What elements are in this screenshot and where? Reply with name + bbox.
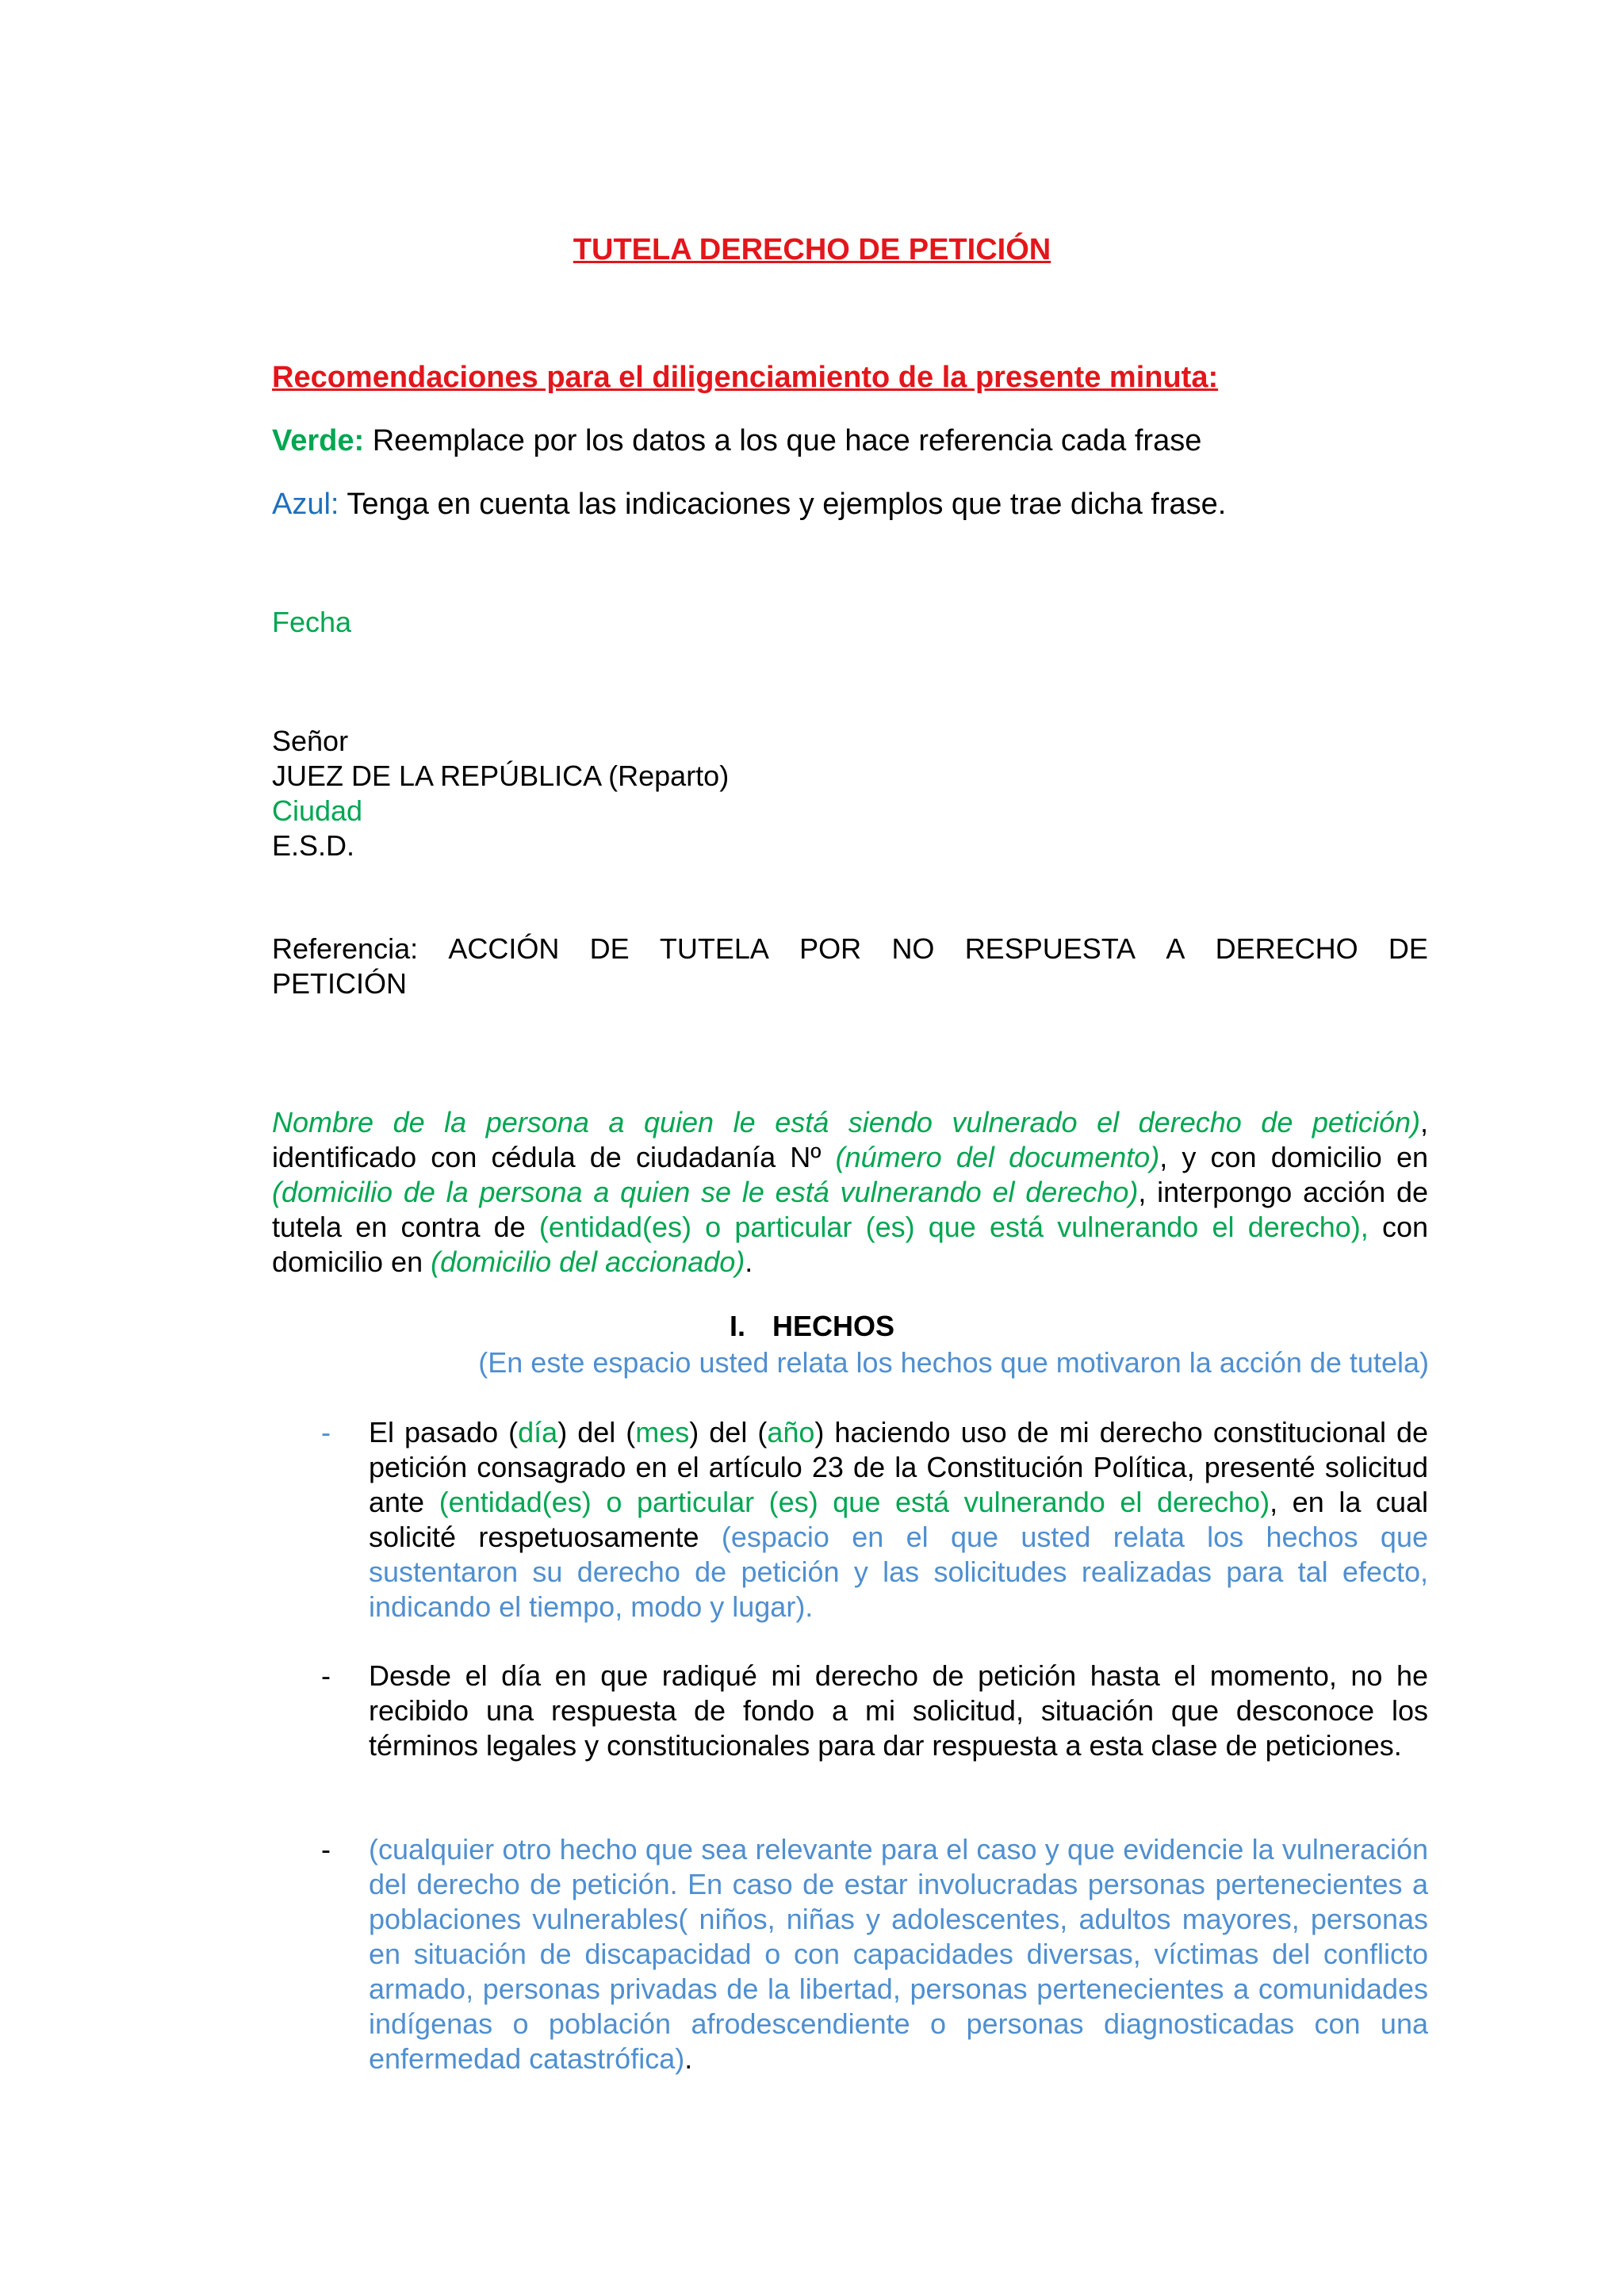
year-placeholder: año bbox=[767, 1416, 815, 1448]
blue-instruction bbox=[272, 484, 1422, 525]
day-placeholder: día bbox=[518, 1416, 558, 1448]
reference-word: A bbox=[1166, 932, 1185, 965]
reference-word: DE bbox=[1388, 932, 1428, 965]
fact-text: . bbox=[684, 2042, 693, 2075]
reference-word: DE bbox=[589, 932, 630, 965]
reference-block bbox=[272, 932, 1430, 1001]
fact-3 bbox=[369, 1832, 1428, 2076]
intro-paragraph bbox=[272, 1105, 1428, 1280]
other-facts-instruction: (cualquier otro hecho que sea relevante para el caso y que evidencie la vulneración del derecho de petición. En caso de estar involucradas personas pertenecientes a poblaciones vulnerables( niños, niñas y adolescentes, adultos mayores, personas en situación de discapacidad o con capacidades diversas, víctimas del conflicto armado, personas privadas de la libertad, personas pertenecientes a comunidades indígenas o población afrodescendiente o personas diagnosticadas con una enfermedad catastrófica) bbox=[369, 1833, 1428, 2075]
intro-text: con domicilio en bbox=[272, 1211, 1428, 1278]
green-label: Verde: bbox=[272, 424, 365, 457]
date-placeholder: Fecha bbox=[272, 606, 352, 638]
fact-text: El pasado ( bbox=[369, 1416, 519, 1448]
entity-placeholder: (entidad(es) o particular (es) que está vulnerando el derecho) bbox=[439, 1486, 1270, 1518]
section-number: I. bbox=[729, 1310, 745, 1342]
fact-text: ) del ( bbox=[689, 1416, 768, 1448]
reference-word: DERECHO bbox=[1215, 932, 1358, 965]
reference-word: RESPUESTA bbox=[964, 932, 1136, 965]
section-heading bbox=[0, 1308, 1624, 1345]
month-placeholder: mes bbox=[635, 1416, 690, 1448]
addressee-block bbox=[272, 724, 1430, 863]
intro-text: , interpongo acción de tutela en contra de bbox=[272, 1176, 1428, 1243]
document-number-placeholder: (número del documento) bbox=[835, 1141, 1160, 1173]
fact-1 bbox=[369, 1415, 1428, 1624]
domicile-placeholder: (domicilio de la persona a quien se le está vulnerando el derecho) bbox=[272, 1176, 1139, 1208]
green-instruction bbox=[272, 420, 1422, 461]
addressee-judge: JUEZ DE LA REPÚBLICA (Reparto) bbox=[272, 760, 730, 792]
reference-line-2: PETICIÓN bbox=[272, 967, 408, 1000]
fact-text: ) haciendo uso de mi derecho constitucional de petición consagrado en el artículo 23 de la Constitución Política, presenté solicitud ante bbox=[369, 1416, 1429, 1518]
bullet-marker: - bbox=[321, 1416, 331, 1448]
entity-placeholder: (entidad(es) o particular (es) que está vulnerando el derecho), bbox=[538, 1211, 1369, 1243]
facts-instruction: (espacio en el que usted relata los hechos que sustentaron su derecho de petición y las solicitudes realizadas para tal efecto, indicando el tiempo, modo y lugar). bbox=[369, 1521, 1428, 1623]
person-name-placeholder: Nombre de la persona a quien le está siendo vulnerado el derecho de petición) bbox=[272, 1106, 1420, 1138]
reference-word: Referencia: bbox=[272, 932, 419, 965]
bullet-marker: - bbox=[321, 1659, 331, 1692]
reference-word: NO bbox=[891, 932, 935, 965]
blue-label: Azul: bbox=[272, 488, 339, 521]
bullet-marker: - bbox=[321, 1833, 331, 1866]
intro-text: . bbox=[745, 1246, 753, 1278]
blue-text: Tenga en cuenta las indicaciones y ejemplos que trae dicha frase. bbox=[339, 488, 1227, 521]
reference-word: ACCIÓN bbox=[448, 932, 560, 965]
intro-text: , y con domicilio en bbox=[1159, 1141, 1429, 1173]
reference-line bbox=[272, 932, 1428, 966]
green-text: Reemplace por los datos a los que hace referencia cada frase bbox=[364, 424, 1202, 457]
addressee-city: Ciudad bbox=[272, 794, 363, 827]
reference-word: TUTELA bbox=[659, 932, 769, 965]
addressee-title: Señor bbox=[272, 725, 349, 757]
accused-domicile-placeholder: (domicilio del accionado) bbox=[431, 1246, 745, 1278]
fact-text: ) del ( bbox=[557, 1416, 636, 1448]
section-subtitle: (En este espacio usted relata los hechos que motivaron la acción de tutela) bbox=[478, 1346, 1429, 1379]
recommendations-heading: Recomendaciones para el diligenciamiento de la presente minuta: bbox=[272, 361, 1219, 394]
fact-text: , en la cual solicité respetuosamente bbox=[369, 1486, 1428, 1553]
section-title: HECHOS bbox=[772, 1310, 895, 1342]
addressee-esd: E.S.D. bbox=[272, 829, 355, 862]
reference-word: POR bbox=[799, 932, 862, 965]
document-title: TUTELA DERECHO DE PETICIÓN bbox=[573, 233, 1051, 266]
fact-2: Desde el día en que radiqué mi derecho de petición hasta el momento, no he recibido una respuesta de fondo a mi solicitud, situación que desconoce los términos legales y constitucionales para dar respuesta a esta clase de peticiones. bbox=[369, 1659, 1428, 1762]
intro-text: , identificado con cédula de ciudadanía Nº bbox=[272, 1106, 1428, 1173]
